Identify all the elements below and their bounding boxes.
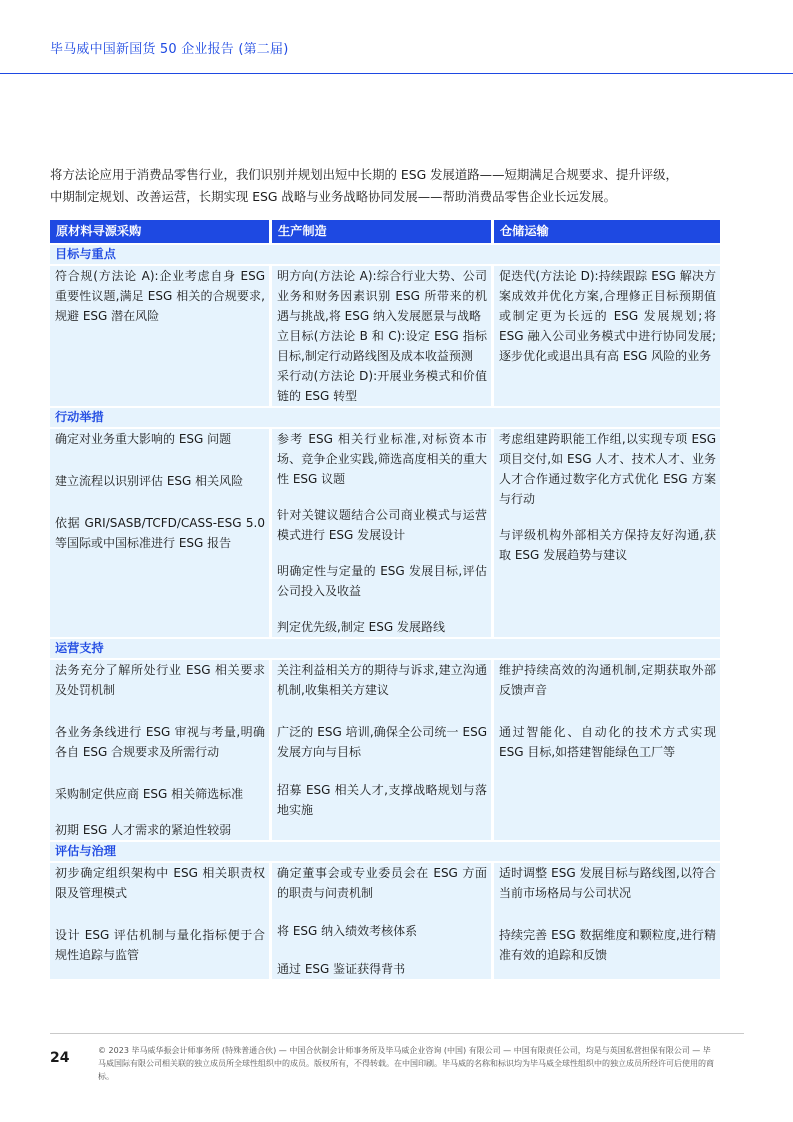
cell-item: 确定董事会或专业委员会在 ESG 方面的职责与问责机制 (277, 866, 487, 900)
section-goals: 目标与重点 (50, 245, 720, 264)
cell-item: 通过智能化、自动化的技术方式实现 ESG 目标,如搭建智能绿色工厂等 (499, 725, 716, 759)
table-cell (50, 429, 269, 637)
cell-item: 关注利益相关方的期待与诉求,建立沟通机制,收集相关方建议 (277, 663, 487, 697)
table-cell (494, 660, 720, 840)
footer-divider (50, 1033, 744, 1034)
cell-item: 明确定性与定量的 ESG 发展目标,评估公司投入及收益 (277, 564, 487, 598)
cell-item: 依据 GRI/SASB/TCFD/CASS-ESG 5.0 等国际或中国标准进行 ESG 报告 (55, 516, 265, 550)
cell-item: 初期 ESG 人才需求的紧迫性较弱 (55, 823, 232, 837)
esg-roadmap-table (50, 220, 720, 979)
cell-item: 确定对业务重大影响的 ESG 问题 (55, 432, 232, 446)
section-actions: 行动举措 (50, 408, 720, 427)
cell-item: 针对关键议题结合公司商业模式与运营模式进行 ESG 发展设计 (277, 508, 487, 542)
cell-item: 维护持续高效的沟通机制,定期获取外部反馈声音 (499, 663, 716, 697)
cell-item: 促迭代(方法论 D):持续跟踪 ESG 解决方案成效并优化方案,合理修正目标预期值或制定更为长远的 ESG 发展规划;将 ESG 融入公司业务模式中进行协同发展;逐步优化或退出具有高 ESG 风险的业务 (499, 269, 716, 363)
table-cell (272, 660, 491, 840)
cell-item: 明方向(方法论 A):综合行业大势、公司业务和财务因素识别 ESG 所带来的机遇与挑战,将 ESG 纳入发展愿景与战略 (277, 269, 487, 323)
header-divider (0, 73, 793, 74)
cell-item: 采行动(方法论 D):开展业务模式和价值链的 ESG 转型 (277, 369, 487, 403)
cell-item: 通过 ESG 鉴证获得背书 (277, 962, 406, 976)
table-cell (494, 863, 720, 979)
table-cell (50, 863, 269, 979)
table-cell (50, 660, 269, 840)
cell-item: 初步确定组织架构中 ESG 相关职责权限及管理模式 (55, 866, 265, 900)
intro-line-1: 将方法论应用于消费品零售行业，我们识别并规划出短中长期的 ESG 发展道路——短期满足合规要求、提升评级， (50, 167, 678, 182)
cell-item: 法务充分了解所处行业 ESG 相关要求及处罚机制 (55, 663, 265, 697)
cell-item: 各业务条线进行 ESG 审视与考量,明确各自 ESG 合规要求及所需行动 (55, 725, 265, 759)
column-header-manufacturing: 生产制造 (272, 220, 491, 243)
cell-item: 立目标(方法论 B 和 C):设定 ESG 指标目标,制定行动路线图及成本收益预测 (277, 329, 487, 363)
cell-item: 招募 ESG 相关人才,支撑战略规划与落地实施 (277, 783, 487, 817)
cell-item: 将 ESG 纳入绩效考核体系 (277, 924, 418, 938)
cell-item: 符合规(方法论 A):企业考虑自身 ESG 重要性议题,满足 ESG 相关的合规要求,规避 ESG 潜在风险 (55, 269, 265, 323)
table-cell (50, 266, 269, 406)
cell-item: 建立流程以识别评估 ESG 相关风险 (55, 474, 244, 488)
table-cell (494, 429, 720, 637)
cell-item: 采购制定供应商 ESG 相关筛选标准 (55, 787, 244, 801)
intro-paragraph (50, 164, 750, 208)
section-governance: 评估与治理 (50, 842, 720, 861)
page-number: 24 (50, 1050, 70, 1066)
cell-item: 适时调整 ESG 发展目标与路线图,以符合当前市场格局与公司状况 (499, 866, 716, 900)
legal-notice: © 2023 毕马威华振会计师事务所 (特殊普通合伙) — 中国合伙制会计师事务所及毕马威企业咨询 (中国) 有限公司 — 中国有限责任公司，均是与英国私营担保有限公司 — 毕马威国际有限公司相关联的独立成员所全球性组织中的成员。版权所有，不得转载。在中国印刷。毕马威的名称和标识均为毕马威全球性组织中的独立成员所经许可后使用的商标。 (98, 1046, 714, 1081)
cell-item: 判定优先级,制定 ESG 发展路线 (277, 620, 445, 634)
table-cell (272, 266, 491, 406)
cell-item: 设计 ESG 评估机制与量化指标便于合规性追踪与监管 (55, 928, 265, 962)
section-operations: 运营支持 (50, 639, 720, 658)
intro-line-2: 中期制定规划、改善运营，长期实现 ESG 战略与业务战略协同发展——帮助消费品零售企业长远发展。 (50, 189, 616, 204)
cell-item: 与评级机构外部相关方保持友好沟通,获取 ESG 发展趋势与建议 (499, 528, 716, 562)
column-header-sourcing: 原材料寻源采购 (50, 220, 269, 243)
column-header-logistics: 仓储运输 (494, 220, 720, 243)
report-title: 毕马威中国新国货 50 企业报告 (第二届) (50, 42, 289, 57)
cell-item: 持续完善 ESG 数据维度和颗粒度,进行精准有效的追踪和反馈 (499, 928, 716, 962)
cell-item: 参考 ESG 相关行业标准,对标资本市场、竞争企业实践,筛选高度相关的重大性 ESG 议题 (277, 432, 487, 486)
table-cell (272, 863, 491, 979)
cell-item: 考虑组建跨职能工作组,以实现专项 ESG 项目交付,如 ESG 人才、技术人才、业务人才合作通过数字化方式优化 ESG 方案与行动 (499, 432, 716, 506)
table-cell (494, 266, 720, 406)
table-cell (272, 429, 491, 637)
cell-item: 广泛的 ESG 培训,确保全公司统一 ESG 发展方向与目标 (277, 725, 487, 759)
